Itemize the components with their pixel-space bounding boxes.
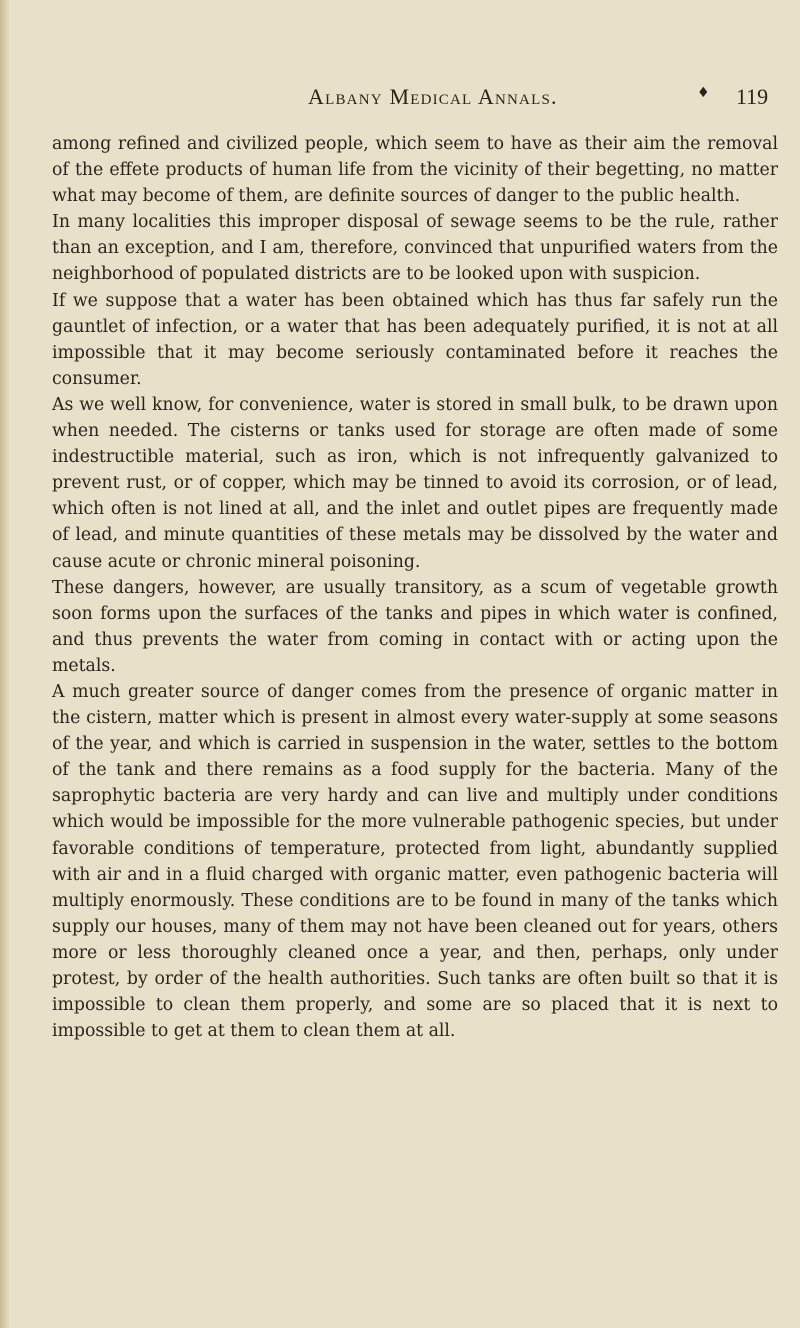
paragraph-1: among refined and civilized people, which seem to have as their aim the removal of the effete products of human life from the vicinity of their begetting, no matter what may become of them, are definite sources of danger to the public health. [52, 134, 778, 207]
paragraph-6: A much greater source of danger comes from the presence of organic matter in the cistern, matter which is present in almost every water-supply at some seasons of the year, and which is carried in suspension in the water, settles to the bottom of the tank and there remains as a food supply for the bacteria. Many of the saprophytic bacteria are very hardy and can live and multiply under conditions which would be impossible for the more vulnerable pathogenic species, but under favorable conditions of temperature, protected from light, abundantly supplied with air and in a fluid charged with organic matter, even pathogenic bacteria will multiply enormously. These conditions are to be found in many of the tanks which supply our houses, many of them may not have been cleaned out for years, others more or less thoroughly cleaned once a year, and then, perhaps, only under protest, by order of the health authorities. Such tanks are often built so that it is impossible to clean them properly, and some are so placed that it is next to impossible to get at them to clean them at all. [52, 681, 778, 1042]
page-header [0, 84, 800, 114]
paragraph-2: In many localities this improper disposal of sewage seems to be the rule, rather than an exception, and I am, therefore, convinced that unpurified waters from the neighborhood of populated districts are to be looked upon with suspicion. [52, 212, 778, 285]
page-number: 119 [736, 84, 769, 109]
running-head: Albany Medical Annals. [308, 84, 558, 109]
paragraph-3: If we suppose that a water has been obtained which has thus far safely run the gauntlet of infection, or a water that has been adequately purified, it is not at all impossible that it may become seriously contaminated before it reaches the consumer. [52, 290, 778, 389]
margin-mark-icon: ♦ [697, 85, 710, 101]
paragraph-4: As we well know, for convenience, water is stored in small bulk, to be drawn upon when needed. The cisterns or tanks used for storage are often made of some indestructible material, such as iron, which is not infrequently galvanized to prevent rust, or of copper, which may be tinned to avoid its corrosion, or of lead, which often is not lined at all, and the inlet and outlet pipes are frequently made of lead, and minute quantities of these metals may be dissolved by the water and cause acute or chronic mineral poisoning. [52, 394, 778, 572]
paragraph-5: These dangers, however, are usually transitory, as a scum of vegetable growth soon forms upon the surfaces of the tanks and pipes in which water is confined, and thus prevents the water from coming in contact with or acting upon the metals. [52, 577, 778, 676]
body-text [52, 131, 778, 1044]
page-edge-shadow [0, 0, 10, 1328]
